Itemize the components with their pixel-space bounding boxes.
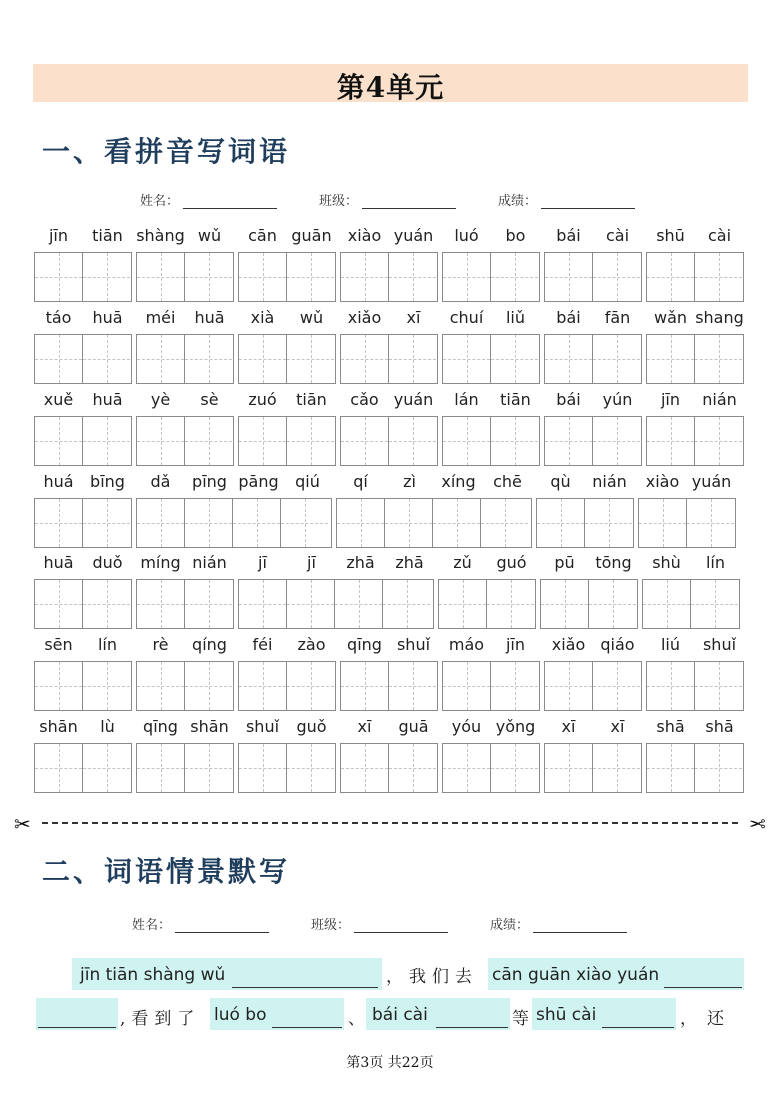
pinyin-syllable: liǔ — [505, 308, 526, 327]
pinyin-syllable: jīn — [660, 390, 681, 409]
tianzige-cell[interactable] — [341, 253, 389, 301]
tianzige-cell[interactable] — [491, 417, 538, 465]
pinyin-syllable: dǎ — [150, 472, 171, 491]
tianzige-cell[interactable] — [647, 417, 695, 465]
tianzige-cell[interactable] — [695, 662, 742, 710]
section1-title: 一、看拼音写词语 — [42, 135, 291, 168]
tianzige-cell[interactable] — [83, 253, 130, 301]
tianzige-cell[interactable] — [647, 253, 695, 301]
writing-box[interactable] — [442, 334, 540, 384]
tianzige-cell[interactable] — [137, 335, 185, 383]
tianzige-cell[interactable] — [287, 253, 334, 301]
tianzige-cell[interactable] — [545, 253, 593, 301]
pinyin-syllable: shā — [705, 717, 734, 736]
tianzige-cell[interactable] — [287, 417, 334, 465]
tianzige-cell[interactable] — [695, 417, 742, 465]
tianzige-cell[interactable] — [83, 580, 130, 628]
tianzige-cell[interactable] — [691, 580, 738, 628]
tianzige-cell[interactable] — [487, 580, 534, 628]
sentence-text: 等 — [512, 1009, 529, 1029]
pinyin-syllable: guān — [291, 226, 332, 245]
pinyin-syllable: lù — [100, 717, 115, 736]
pinyin-syllable: shā — [656, 717, 685, 736]
tianzige-cell[interactable] — [341, 662, 389, 710]
writing-box[interactable] — [34, 334, 132, 384]
tianzige-cell[interactable] — [185, 662, 232, 710]
page-title: 第4单元 — [336, 71, 445, 104]
pinyin-syllable: xiǎo — [551, 635, 586, 654]
answer-blank[interactable] — [232, 986, 378, 988]
title-bar — [33, 64, 748, 102]
tianzige-cell[interactable] — [443, 662, 491, 710]
pinyin-syllable: bo — [505, 226, 526, 245]
tianzige-cell[interactable] — [83, 662, 130, 710]
tianzige-cell[interactable] — [335, 580, 383, 628]
pinyin-syllable: yóu — [451, 717, 482, 736]
tianzige-cell[interactable] — [389, 253, 436, 301]
tianzige-cell[interactable] — [35, 253, 83, 301]
pinyin-syllable: tiān — [500, 390, 531, 409]
pinyin-syllable: chuí — [449, 308, 484, 327]
pinyin-syllable: nián — [592, 472, 627, 491]
tianzige-cell[interactable] — [695, 335, 742, 383]
pinyin-syllable: wǔ — [197, 226, 222, 245]
pinyin-syllable: shù — [652, 553, 681, 572]
writing-box[interactable] — [136, 252, 234, 302]
tianzige-cell[interactable] — [35, 580, 83, 628]
writing-box[interactable] — [544, 416, 642, 466]
writing-box[interactable] — [238, 579, 434, 629]
answer-blank[interactable] — [38, 1026, 116, 1028]
pinyin-syllable: lín — [705, 553, 726, 572]
tianzige-cell[interactable] — [443, 417, 491, 465]
writing-box[interactable] — [238, 252, 336, 302]
tianzige-cell[interactable] — [287, 580, 335, 628]
pinyin-syllable: tiān — [296, 390, 327, 409]
tianzige-cell[interactable] — [639, 499, 687, 547]
pinyin-syllable: jī — [258, 553, 267, 572]
tianzige-cell[interactable] — [545, 335, 593, 383]
pinyin-syllable: cān — [248, 226, 277, 245]
pinyin-syllable: pāng — [238, 472, 279, 491]
pinyin-prompt: cān guān xiào yuán — [492, 965, 660, 985]
tianzige-cell[interactable] — [593, 662, 640, 710]
tianzige-cell[interactable] — [83, 744, 130, 792]
writing-box[interactable] — [34, 416, 132, 466]
pinyin-syllable: qíng — [192, 635, 227, 654]
pinyin-syllable: shuǐ — [396, 635, 431, 654]
class-label: 班级： — [319, 194, 359, 209]
writing-box[interactable] — [646, 252, 744, 302]
tianzige-cell[interactable] — [239, 662, 287, 710]
writing-box[interactable] — [34, 743, 132, 793]
tianzige-cell[interactable] — [491, 744, 538, 792]
writing-box[interactable] — [336, 498, 532, 548]
tianzige-cell[interactable] — [545, 744, 593, 792]
score-blank[interactable] — [541, 194, 635, 209]
pinyin-syllable: chē — [493, 472, 522, 491]
tianzige-cell[interactable] — [545, 662, 593, 710]
pinyin-syllable: yuán — [393, 390, 434, 409]
tianzige-cell[interactable] — [695, 744, 742, 792]
writing-box[interactable] — [646, 334, 744, 384]
tianzige-cell[interactable] — [233, 499, 281, 547]
name-blank[interactable] — [175, 918, 269, 933]
tianzige-cell[interactable] — [647, 335, 695, 383]
tianzige-cell[interactable] — [647, 744, 695, 792]
writing-box[interactable] — [34, 498, 132, 548]
pinyin-syllable: guā — [398, 717, 429, 736]
pinyin-syllable: xíng — [441, 472, 476, 491]
tianzige-cell[interactable] — [481, 499, 528, 547]
writing-box[interactable] — [544, 743, 642, 793]
tianzige-cell[interactable] — [83, 335, 130, 383]
pinyin-syllable: xī — [561, 717, 576, 736]
writing-box[interactable] — [442, 252, 540, 302]
pinyin-syllable: cài — [707, 226, 732, 245]
pinyin-syllable: guǒ — [296, 717, 327, 736]
tianzige-cell[interactable] — [83, 499, 130, 547]
tianzige-cell[interactable] — [687, 499, 734, 547]
answer-blank[interactable] — [436, 1026, 508, 1028]
tianzige-cell[interactable] — [545, 417, 593, 465]
writing-box[interactable] — [340, 743, 438, 793]
writing-box[interactable] — [34, 252, 132, 302]
writing-box[interactable] — [340, 334, 438, 384]
pinyin-syllable: zì — [403, 472, 416, 491]
pinyin-syllable: jī — [307, 553, 316, 572]
tianzige-cell[interactable] — [137, 580, 185, 628]
writing-box[interactable] — [544, 252, 642, 302]
cut-line — [14, 812, 766, 834]
tianzige-cell[interactable] — [593, 744, 640, 792]
writing-box[interactable] — [536, 498, 634, 548]
class-blank[interactable] — [354, 918, 448, 933]
tianzige-cell[interactable] — [287, 744, 334, 792]
score-label: 成绩： — [490, 918, 530, 933]
pinyin-syllable: shān — [190, 717, 229, 736]
pinyin-syllable: qiú — [295, 472, 320, 491]
pinyin-syllable: zuó — [248, 390, 277, 409]
pinyin-prompt: shū cài — [536, 1005, 597, 1025]
pinyin-syllable: shuǐ — [702, 635, 737, 654]
tianzige-cell[interactable] — [35, 335, 83, 383]
section2-info — [132, 914, 669, 933]
pinyin-syllable: wǔ — [299, 308, 324, 327]
tianzige-cell[interactable] — [137, 253, 185, 301]
name-label: 姓名： — [140, 194, 180, 209]
pinyin-syllable: huā — [92, 308, 123, 327]
tianzige-cell[interactable] — [537, 499, 585, 547]
tianzige-cell[interactable] — [593, 417, 640, 465]
tianzige-cell[interactable] — [287, 662, 334, 710]
pinyin-syllable: cǎo — [350, 390, 379, 409]
writing-box[interactable] — [34, 579, 132, 629]
tianzige-cell[interactable] — [185, 744, 232, 792]
writing-box[interactable] — [442, 661, 540, 711]
writing-box[interactable] — [438, 579, 536, 629]
tianzige-cell[interactable] — [443, 744, 491, 792]
pinyin-syllable: qiáo — [600, 635, 635, 654]
pinyin-syllable: nián — [192, 553, 227, 572]
tianzige-cell[interactable] — [433, 499, 481, 547]
tianzige-cell[interactable] — [239, 417, 287, 465]
pinyin-syllable: bīng — [90, 472, 125, 491]
tianzige-cell[interactable] — [341, 335, 389, 383]
writing-box[interactable] — [238, 661, 336, 711]
tianzige-cell[interactable] — [35, 417, 83, 465]
score-blank[interactable] — [533, 918, 627, 933]
tianzige-cell[interactable] — [389, 335, 436, 383]
pinyin-syllable: fān — [604, 308, 631, 327]
pinyin-syllable: xī — [610, 717, 625, 736]
tianzige-cell[interactable] — [185, 580, 232, 628]
pinyin-syllable: bái — [556, 390, 581, 409]
tianzige-cell[interactable] — [137, 744, 185, 792]
tianzige-cell[interactable] — [589, 580, 636, 628]
tianzige-cell[interactable] — [35, 744, 83, 792]
pinyin-syllable: shū — [656, 226, 685, 245]
writing-box[interactable] — [642, 579, 740, 629]
pinyin-syllable: xiào — [347, 226, 382, 245]
pinyin-syllable: zhā — [395, 553, 424, 572]
pinyin-syllable: féi — [252, 635, 273, 654]
pinyin-syllable: yuán — [393, 226, 434, 245]
pinyin-syllable: jīn — [505, 635, 526, 654]
pinyin-syllable: guó — [496, 553, 527, 572]
tianzige-cell[interactable] — [137, 662, 185, 710]
tianzige-cell[interactable] — [35, 499, 83, 547]
sentence-text: ，我们去 — [386, 967, 478, 987]
tianzige-cell[interactable] — [185, 499, 233, 547]
tianzige-cell[interactable] — [83, 417, 130, 465]
scissors-icon: ✂ — [14, 812, 31, 836]
pinyin-syllable: tiān — [92, 226, 123, 245]
writing-box[interactable] — [646, 743, 744, 793]
pinyin-prompt: bái cài — [372, 1005, 428, 1025]
pinyin-syllable: yǒng — [495, 717, 536, 736]
writing-box[interactable] — [136, 334, 234, 384]
writing-box[interactable] — [544, 334, 642, 384]
pinyin-syllable: xiào — [645, 472, 680, 491]
pinyin-syllable: luó — [454, 226, 479, 245]
pinyin-syllable: shuǐ — [245, 717, 280, 736]
tianzige-cell[interactable] — [439, 580, 487, 628]
pinyin-syllable: xià — [250, 308, 275, 327]
pinyin-syllable: huā — [194, 308, 225, 327]
writing-box[interactable] — [136, 498, 332, 548]
writing-box[interactable] — [646, 416, 744, 466]
pinyin-syllable: zhā — [346, 553, 375, 572]
pinyin-syllable: shang — [695, 308, 744, 327]
pinyin-syllable: shàng — [136, 226, 185, 245]
pinyin-syllable: méi — [145, 308, 176, 327]
pinyin-syllable: rè — [152, 635, 169, 654]
pinyin-syllable: jīn — [48, 226, 69, 245]
tianzige-cell[interactable] — [593, 335, 640, 383]
pinyin-syllable: shān — [39, 717, 78, 736]
pinyin-syllable: huā — [92, 390, 123, 409]
scissors-icon: ✂ — [749, 812, 766, 836]
tianzige-cell[interactable] — [185, 417, 232, 465]
sentence-text: ,看到了 — [120, 1009, 201, 1029]
tianzige-cell[interactable] — [35, 662, 83, 710]
pinyin-syllable: yuán — [691, 472, 732, 491]
pinyin-prompt: luó bo — [214, 1005, 267, 1025]
writing-box[interactable] — [646, 661, 744, 711]
tianzige-cell[interactable] — [239, 580, 287, 628]
writing-box[interactable] — [136, 416, 234, 466]
pinyin-syllable: yè — [150, 390, 171, 409]
pinyin-syllable: xuě — [43, 390, 74, 409]
tianzige-cell[interactable] — [185, 253, 232, 301]
pinyin-syllable: qù — [550, 472, 571, 491]
writing-box[interactable] — [442, 743, 540, 793]
class-blank[interactable] — [362, 194, 456, 209]
section2-title: 二、词语情景默写 — [42, 855, 291, 888]
pinyin-syllable: sè — [200, 390, 219, 409]
writing-box[interactable] — [544, 661, 642, 711]
answer-blank[interactable] — [602, 1026, 674, 1028]
pinyin-syllable: táo — [45, 308, 72, 327]
name-blank[interactable] — [183, 194, 277, 209]
pinyin-syllable: yún — [602, 390, 633, 409]
writing-box[interactable] — [238, 416, 336, 466]
pinyin-syllable: huá — [43, 472, 74, 491]
answer-blank[interactable] — [272, 1026, 342, 1028]
writing-box[interactable] — [136, 579, 234, 629]
tianzige-cell[interactable] — [491, 335, 538, 383]
name-label: 姓名： — [132, 918, 172, 933]
dashed-cut-line — [42, 822, 738, 824]
tianzige-cell[interactable] — [239, 335, 287, 383]
tianzige-cell[interactable] — [389, 662, 436, 710]
tianzige-cell[interactable] — [491, 253, 538, 301]
pinyin-syllable: míng — [140, 553, 181, 572]
pinyin-syllable: sēn — [44, 635, 73, 654]
tianzige-cell[interactable] — [341, 744, 389, 792]
writing-box[interactable] — [442, 416, 540, 466]
pinyin-syllable: zào — [297, 635, 326, 654]
pinyin-syllable: qīng — [347, 635, 382, 654]
writing-box[interactable] — [638, 498, 736, 548]
tianzige-cell[interactable] — [239, 253, 287, 301]
tianzige-cell[interactable] — [585, 499, 632, 547]
writing-box[interactable] — [540, 579, 638, 629]
pinyin-syllable: qīng — [143, 717, 178, 736]
pinyin-syllable: huā — [43, 553, 74, 572]
tianzige-cell[interactable] — [383, 580, 430, 628]
writing-box[interactable] — [340, 416, 438, 466]
answer-blank[interactable] — [664, 986, 742, 988]
pinyin-prompt: jīn tiān shàng wǔ — [80, 965, 226, 985]
writing-box[interactable] — [238, 743, 336, 793]
writing-box[interactable] — [340, 661, 438, 711]
pinyin-syllable: pū — [554, 553, 575, 572]
writing-box[interactable] — [340, 252, 438, 302]
tianzige-cell[interactable] — [185, 335, 232, 383]
tianzige-cell[interactable] — [287, 335, 334, 383]
pinyin-syllable: liú — [660, 635, 681, 654]
pinyin-syllable: lín — [97, 635, 118, 654]
page-footer: 第3页 共22页 — [346, 1055, 434, 1071]
tianzige-cell[interactable] — [443, 335, 491, 383]
pinyin-syllable: bái — [556, 226, 581, 245]
pinyin-syllable: qí — [353, 472, 368, 491]
tianzige-cell[interactable] — [695, 253, 742, 301]
pinyin-syllable: pīng — [192, 472, 227, 491]
sentence-text: 、 — [348, 1009, 365, 1029]
tianzige-cell[interactable] — [491, 662, 538, 710]
tianzige-cell[interactable] — [239, 744, 287, 792]
pinyin-syllable: duǒ — [92, 553, 123, 572]
tianzige-cell[interactable] — [137, 417, 185, 465]
tianzige-cell[interactable] — [337, 499, 385, 547]
tianzige-cell[interactable] — [643, 580, 691, 628]
pinyin-syllable: bái — [556, 308, 581, 327]
pinyin-syllable: máo — [448, 635, 485, 654]
tianzige-cell[interactable] — [443, 253, 491, 301]
writing-box[interactable] — [238, 334, 336, 384]
pinyin-syllable: wǎn — [653, 308, 688, 327]
pinyin-syllable: cài — [605, 226, 630, 245]
tianzige-cell[interactable] — [647, 662, 695, 710]
sentence-text: ，还 — [680, 1009, 734, 1029]
writing-box[interactable] — [34, 661, 132, 711]
writing-box[interactable] — [136, 743, 234, 793]
section1-info — [140, 190, 677, 209]
pinyin-syllable: zǔ — [453, 553, 472, 572]
score-label: 成绩： — [498, 194, 538, 209]
pinyin-syllable: lán — [454, 390, 479, 409]
pinyin-syllable: xī — [406, 308, 421, 327]
tianzige-cell[interactable] — [281, 499, 328, 547]
tianzige-cell[interactable] — [137, 499, 185, 547]
tianzige-cell[interactable] — [341, 417, 389, 465]
tianzige-cell[interactable] — [389, 417, 436, 465]
tianzige-cell[interactable] — [385, 499, 433, 547]
tianzige-cell[interactable] — [593, 253, 640, 301]
pinyin-syllable: nián — [702, 390, 737, 409]
tianzige-cell[interactable] — [541, 580, 589, 628]
class-label: 班级： — [311, 918, 351, 933]
pinyin-syllable: xiǎo — [347, 308, 382, 327]
pinyin-syllable: xī — [357, 717, 372, 736]
writing-box[interactable] — [136, 661, 234, 711]
pinyin-syllable: tōng — [595, 553, 632, 572]
tianzige-cell[interactable] — [389, 744, 436, 792]
